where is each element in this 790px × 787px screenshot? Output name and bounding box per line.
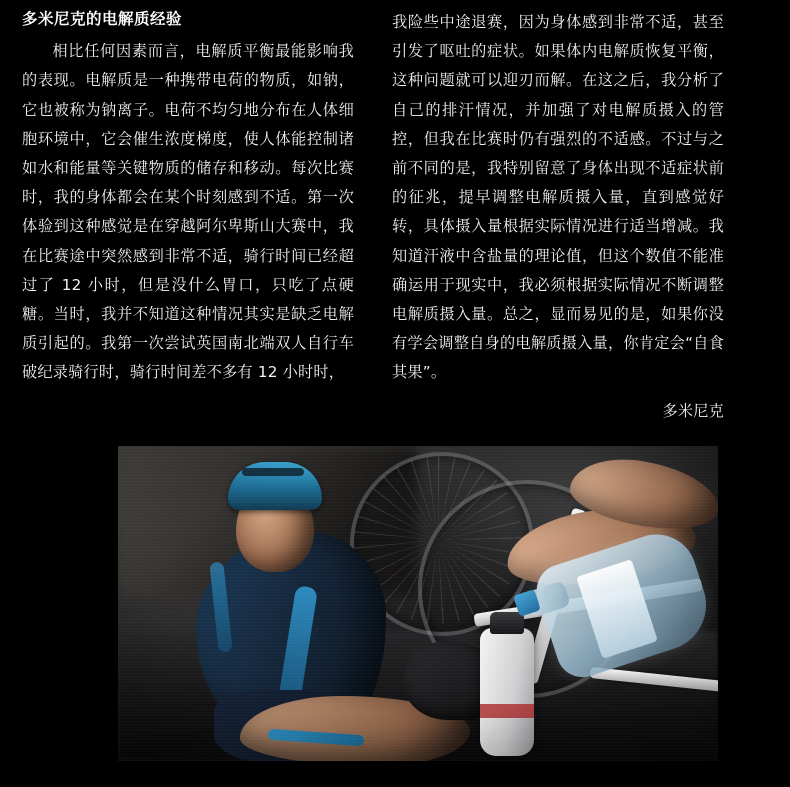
article-photo: [118, 446, 718, 761]
article-title: 多米尼克的电解质经验: [22, 10, 183, 28]
right-column-paragraph: 我险些中途退赛，因为身体感到非常不适，甚至引发了呕吐的症状。如果体内电解质恢复平衡，这种问题就可以迎刃而解。在这之后，我分析了自己的排汗情况，并加强了对电解质摄入的管控，但我在比赛时仍有强烈的不适感。不过与之前不同的是，我特别留意了身体出现不适症状前的征兆，提早调整电解质摄入量，直到感觉好转，具体摄入量根据实际情况进行适当增减。我知道汗液中含盐量的理论值，但这个数值不能准确运用于现实中，我必须根据实际情况不断调整电解质摄入量。总之，显而易见的是，如果你没有学会调整自身的电解质摄入量，你肯定会“自食其果”。: [392, 13, 724, 382]
water-bottle-band: [480, 704, 534, 718]
left-column-paragraph: 相比任何因素而言，电解质平衡最能影响我的表现。电解质是一种携带电荷的物质，如钠，它也被称为钠离子。电荷不均匀地分布在人体细胞环境中，它会催生浓度梯度，使人体能控制诸如水和能量等关键物质的储存和移动。每次比赛时，我的身体都会在某个时刻感到不适。第一次体验到这种感觉是在穿越阿尔卑斯山大赛中，我在比赛途中突然感到非常不适，骑行时间已经超过了 12 小时，但是没什么胃口，只吃了点硬糖。当时，我并不知道这种情况其实是缺乏电解质引起的。我第一次尝试英国南北端双人自行车破纪录骑行时，骑行时间差不多有 12 小时时，: [22, 42, 354, 382]
right-column: [392, 8, 724, 426]
author-signature: 多米尼克: [662, 402, 724, 421]
water-bottle-cap: [490, 612, 524, 634]
left-column: [22, 8, 354, 388]
helmet-vent: [242, 468, 304, 476]
water-bottle-held-by-cyclist: [480, 628, 534, 756]
two-column-layout: [22, 8, 768, 426]
photo-scene: [118, 446, 718, 761]
